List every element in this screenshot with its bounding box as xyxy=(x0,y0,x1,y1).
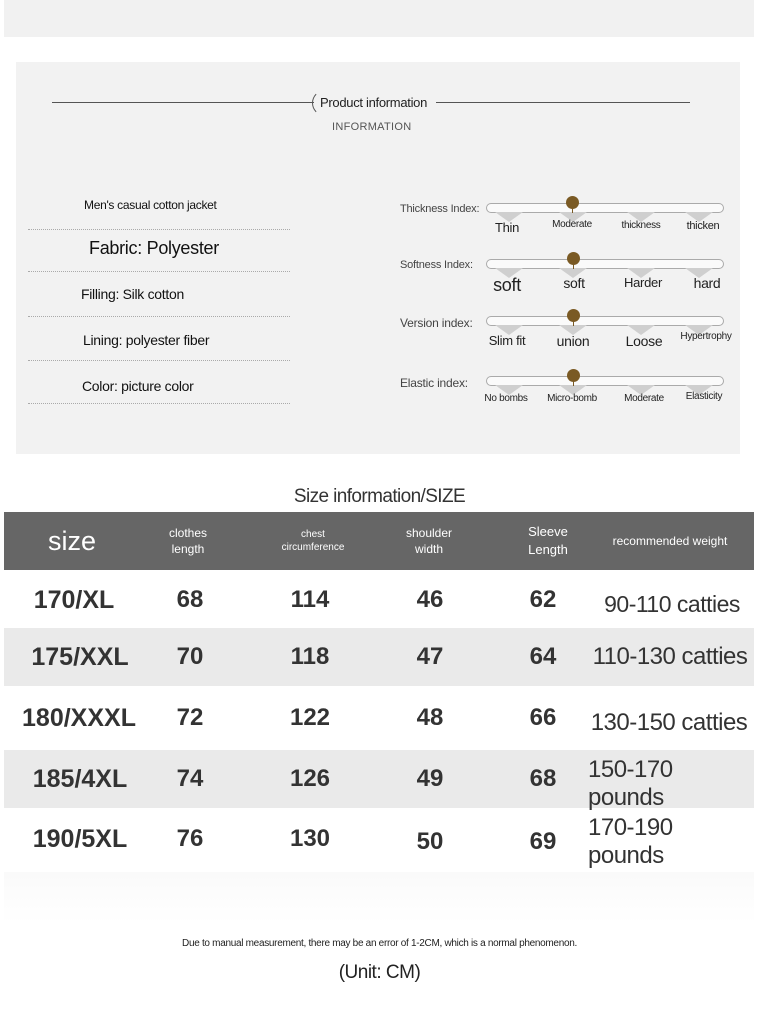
cell-weight: 110-130 catties xyxy=(592,643,748,670)
cell-sleeve: 64 xyxy=(529,643,557,670)
cell-weight: 130-150 catties xyxy=(590,709,748,736)
cell-shoulder: 46 xyxy=(416,586,444,613)
elastic-option: No bombs xyxy=(484,393,528,404)
version-index-label: Version index: xyxy=(400,316,473,330)
cell-size: 170/XL xyxy=(33,585,115,614)
spec-item-color xyxy=(28,378,290,404)
cell-shoulder: 48 xyxy=(416,704,444,731)
header-divider-right xyxy=(436,102,690,103)
elastic-option: Moderate xyxy=(624,393,664,404)
header-clothes-length: clothes length xyxy=(168,525,208,556)
table-row xyxy=(4,750,754,811)
cell-weight: 170-190 pounds xyxy=(588,814,673,869)
cell-weight: 150-170 pounds xyxy=(588,756,673,811)
elastic-option: Micro-bomb xyxy=(547,393,597,404)
table-row xyxy=(4,686,754,750)
spec-item-lining xyxy=(28,332,290,361)
size-table-title: Size information/SIZE xyxy=(293,486,466,507)
header-recommended-weight: recommended weight xyxy=(612,533,728,548)
cell-shoulder: 50 xyxy=(416,828,444,855)
cell-chest: 118 xyxy=(290,643,330,670)
spec-item-fabric xyxy=(28,238,290,272)
cell-size: 175/XXL xyxy=(31,642,129,671)
header-sleeve-length: Sleeve Length xyxy=(528,524,568,557)
cell-sleeve: 68 xyxy=(529,765,557,792)
thickness-index-slider xyxy=(486,203,724,213)
cell-shoulder: 49 xyxy=(416,765,444,792)
elastic-option: Elasticity xyxy=(685,391,723,402)
table-row xyxy=(4,808,754,870)
cell-clothes-length: 72 xyxy=(176,704,204,731)
spec-item-name xyxy=(28,198,290,230)
spec-item-label: Filling: Silk cotton xyxy=(81,286,184,302)
softness-option: Harder xyxy=(624,275,662,290)
thickness-index-label: Thickness Index: xyxy=(400,203,480,215)
softness-index-label: Softness Index: xyxy=(400,259,473,271)
cell-sleeve: 69 xyxy=(529,828,557,855)
header-size: size xyxy=(47,525,96,556)
cell-shoulder: 47 xyxy=(416,643,444,670)
table-row xyxy=(4,572,754,628)
cell-chest: 122 xyxy=(289,704,331,731)
header-divider-left xyxy=(52,102,314,103)
cell-sleeve: 62 xyxy=(529,586,557,613)
cell-size: 185/4XL xyxy=(32,764,128,793)
version-option: Slim fit xyxy=(488,333,526,348)
cell-clothes-length: 68 xyxy=(176,586,204,613)
softness-index-slider xyxy=(486,259,724,269)
header-shoulder-width: shoulder width xyxy=(405,525,453,556)
cell-chest: 114 xyxy=(290,586,330,613)
thickness-option: thickness xyxy=(621,220,661,231)
spec-item-filling xyxy=(28,286,290,317)
measurement-note: Due to manual measurement, there may be an error of 1-2CM, which is a normal phenomenon. xyxy=(182,938,577,949)
slider-knob xyxy=(567,309,580,322)
softness-option: soft xyxy=(493,275,521,295)
thickness-option: Moderate xyxy=(552,219,592,230)
version-option: union xyxy=(556,333,590,349)
slider-knob xyxy=(567,369,580,382)
cell-clothes-length: 76 xyxy=(176,825,204,852)
thickness-option: Thin xyxy=(494,220,520,235)
cell-weight: 90-110 catties xyxy=(604,590,740,617)
cell-clothes-length: 74 xyxy=(176,765,204,792)
spec-item-label: Color: picture color xyxy=(82,378,194,394)
slider-knob xyxy=(567,252,580,265)
cell-sleeve: 66 xyxy=(529,704,557,731)
size-table-header xyxy=(4,512,754,570)
unit-label: (Unit: CM) xyxy=(338,962,421,983)
info-title: Product information xyxy=(320,95,428,110)
version-option: Hypertrophy xyxy=(680,331,732,342)
top-banner-strip xyxy=(4,0,754,37)
table-row xyxy=(4,628,754,686)
elastic-index-slider xyxy=(486,376,724,386)
cell-size: 190/5XL xyxy=(32,824,128,853)
spec-item-label: Lining: polyester fiber xyxy=(83,332,210,348)
product-information-panel xyxy=(16,62,740,454)
header-chest-circumference: chest circumference xyxy=(281,528,345,553)
spec-item-label: Fabric: Polyester xyxy=(89,238,219,258)
version-option: Loose xyxy=(625,333,663,349)
softness-option: soft xyxy=(563,275,585,291)
spec-item-label: Men's casual cotton jacket xyxy=(84,198,217,212)
version-index-slider xyxy=(486,316,724,326)
cell-chest: 126 xyxy=(289,765,331,792)
cell-clothes-length: 70 xyxy=(176,643,204,670)
cell-chest: 130 xyxy=(289,825,331,852)
slider-knob xyxy=(566,196,579,209)
cell-size: 180/XXXL xyxy=(22,703,136,732)
softness-option: hard xyxy=(693,275,721,291)
thickness-option: thicken xyxy=(686,220,720,232)
elastic-index-label: Elastic index: xyxy=(400,376,468,390)
bottom-background-strip xyxy=(4,872,754,924)
info-subtitle: INFORMATION xyxy=(332,121,412,133)
